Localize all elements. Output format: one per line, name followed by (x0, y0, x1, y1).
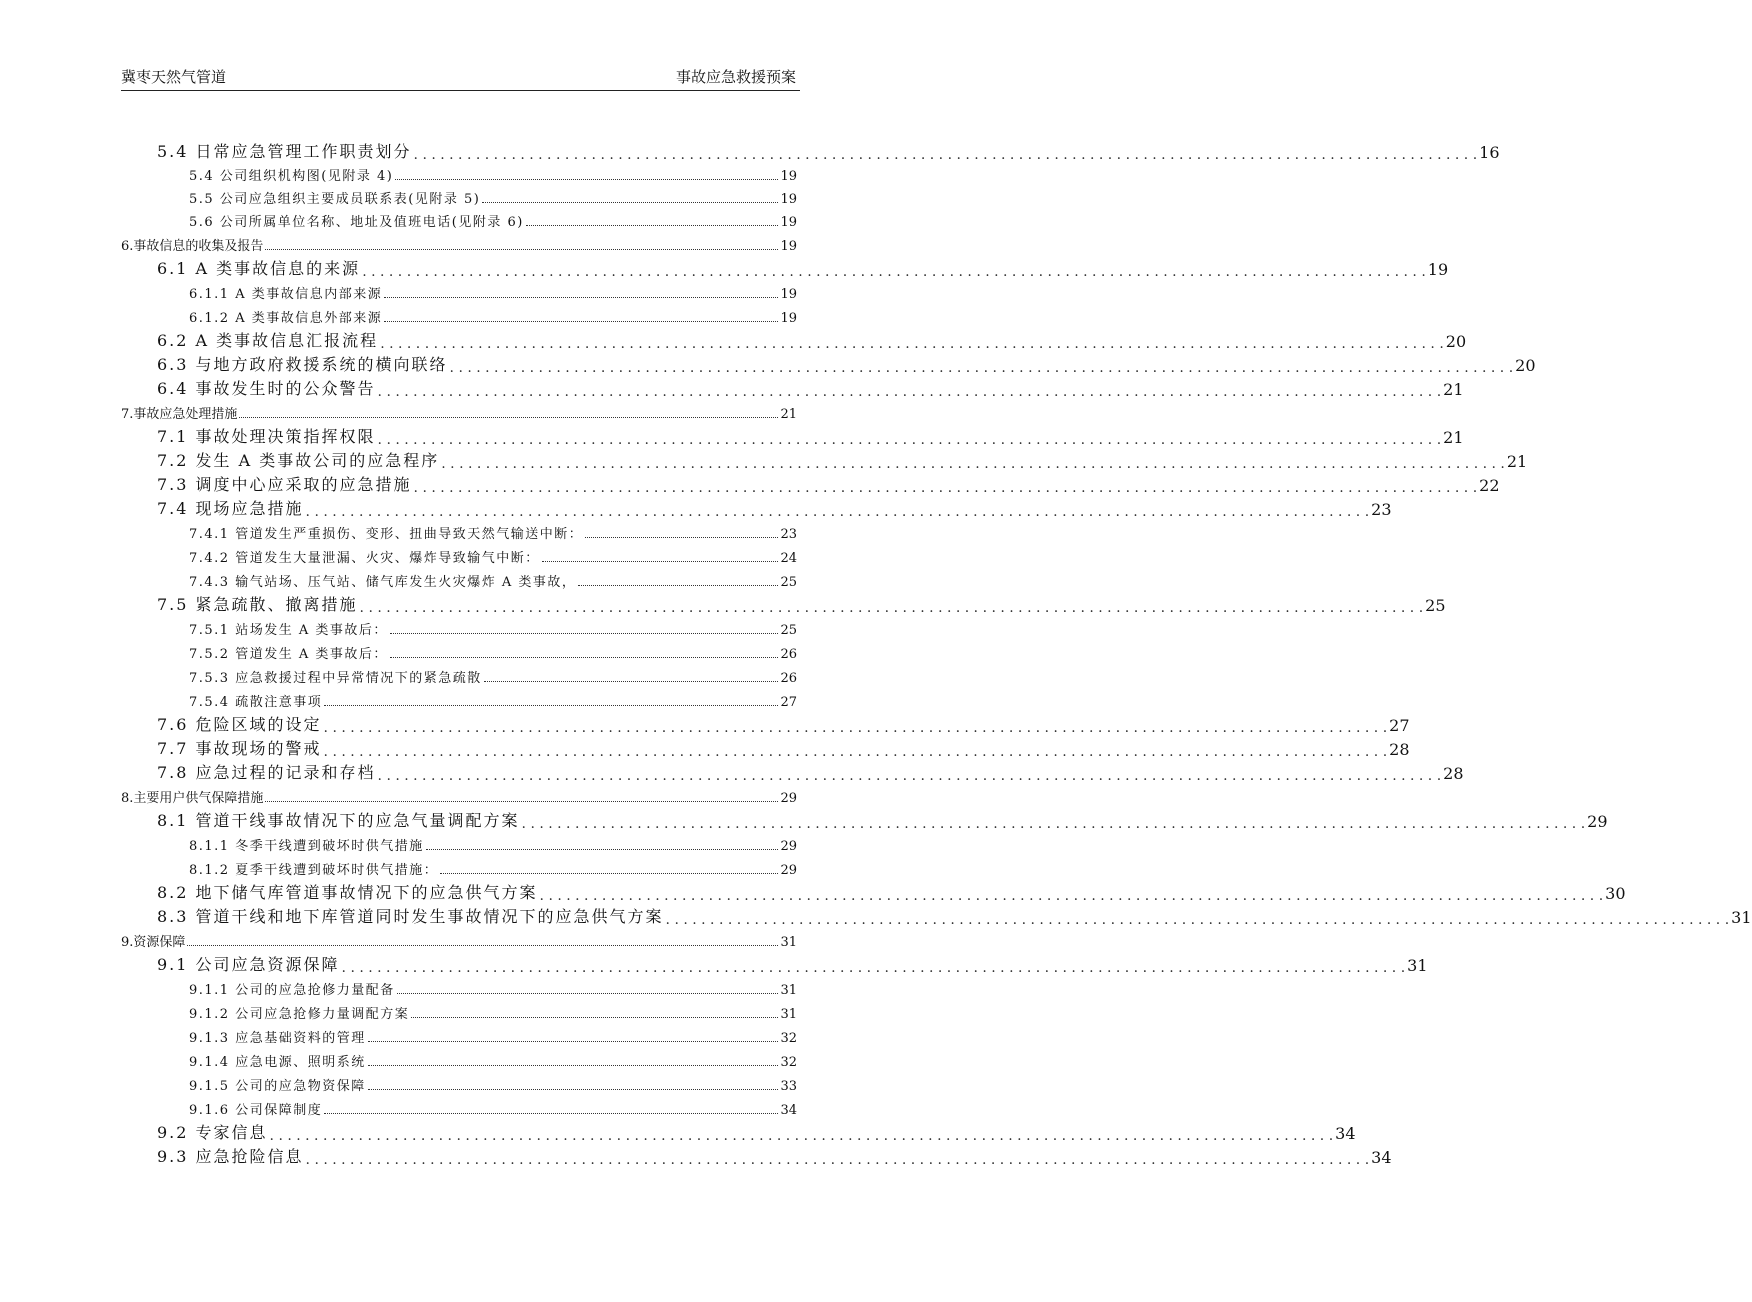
toc-entry-level-3[interactable] (189, 548, 797, 566)
toc-entry-level-2[interactable] (157, 1145, 1392, 1168)
toc-page-number: 31 (1731, 908, 1752, 927)
toc-entry-title: 8.1.2 夏季干线遭到破坏时供气措施： (189, 863, 439, 878)
toc-dot-leader (265, 800, 778, 802)
toc-entry-level-2[interactable] (157, 881, 1626, 904)
toc-entry-title: 5.6 公司所属单位名称、地址及值班电话(见附录 6) (189, 215, 524, 230)
toc-entry-title: 7.8 应急过程的记录和存档 (157, 763, 376, 782)
toc-page-number: 33 (780, 1079, 797, 1094)
toc-dot-leader: . . . . . . . . . . . . . . . . . . . . . . . . . . . . . . . . . . . . . . . . . . . . . . . . . . . . . . . . . . . . . . . . . . . . . . . . . . . . . . . . . . . . . . . . . . . . . . . . . . . . . . . . . . . . . . . . . . . . . . . . (377, 384, 1442, 400)
toc-entry-title: 8.主要用户供气保障措施 (121, 791, 264, 806)
toc-entry-level-2[interactable] (157, 140, 1500, 163)
toc-entry-title: 9.2 专家信息 (157, 1123, 268, 1142)
toc-entry-title: 7.4.2 管道发生大量泄漏、火灾、爆炸导致输气中断： (189, 551, 540, 566)
toc-page-number: 26 (780, 671, 797, 686)
toc-entry-title: 6.2 A 类事故信息汇报流程 (157, 331, 379, 350)
toc-page-number: 30 (1605, 884, 1626, 903)
toc-entry-title: 6.1.2 A 类事故信息外部来源 (189, 311, 383, 326)
toc-page-number: 21 (1506, 452, 1528, 471)
toc-page-number: 19 (780, 169, 797, 184)
toc-entry-title: 9.3 应急抢险信息 (157, 1147, 304, 1166)
toc-entry-title: 9.1.3 应急基础资料的管理 (189, 1031, 366, 1046)
toc-entry-level-3[interactable] (189, 1100, 797, 1118)
toc-dot-leader (426, 848, 779, 850)
toc-dot-leader (484, 680, 779, 682)
toc-entry-title: 7.6 危险区域的设定 (157, 715, 322, 734)
toc-dot-leader: . . . . . . . . . . . . . . . . . . . . . . . . . . . . . . . . . . . . . . . . . . . . . . . . . . . . . . . . . . . . . . . . . . . . . . . . . . . . . . . . . . . . . . . . . . . . . . . . . . . . . . . . . . . . . . . . . . . . . . . . (305, 1152, 1370, 1168)
toc-dot-leader (368, 1088, 779, 1090)
toc-dot-leader: . . . . . . . . . . . . . . . . . . . . . . . . . . . . . . . . . . . . . . . . . . . . . . . . . . . . . . . . . . . . . . . . . . . . . . . . . . . . . . . . . . . . . . . . . . . . . . . . . . . . . . . . . . . . . . . . . . . . . . . . (305, 504, 1370, 520)
header-document-title: 事故应急救援预案 (675, 68, 796, 86)
toc-entry-title: 7.5 紧急疏散、撤离措施 (157, 595, 358, 614)
toc-entry-level-1[interactable] (121, 236, 797, 254)
toc-dot-leader (440, 872, 778, 874)
toc-dot-leader: . . . . . . . . . . . . . . . . . . . . . . . . . . . . . . . . . . . . . . . . . . . . . . . . . . . . . . . . . . . . . . . . . . . . . . . . . . . . . . . . . . . . . . . . . . . . . . . . . . . . . . . . . . . . . . . . . . . . . . . . (341, 960, 1406, 976)
toc-page-number: 21 (780, 407, 797, 422)
toc-entry-level-2[interactable] (157, 377, 1464, 400)
toc-entry-level-3[interactable] (189, 572, 797, 590)
toc-entry-level-1[interactable] (121, 932, 797, 950)
toc-page-number: 21 (1443, 380, 1464, 399)
toc-entry-level-3[interactable] (189, 1076, 797, 1094)
toc-entry-level-3[interactable] (189, 524, 797, 542)
toc-page-number: 20 (1515, 356, 1536, 375)
toc-entry-title: 7.7 事故现场的警戒 (157, 739, 322, 758)
toc-page-number: 25 (780, 623, 797, 638)
toc-entry-title: 6.事故信息的收集及报告 (121, 239, 264, 254)
toc-page-number: 28 (1443, 764, 1464, 783)
toc-entry-level-3[interactable] (189, 1028, 797, 1046)
toc-entry-level-2[interactable] (157, 953, 1428, 976)
toc-entry-title: 9.资源保障 (121, 935, 186, 950)
toc-entry-title: 7.2 发生 A 类事故公司的应急程序 (157, 451, 440, 470)
toc-dot-leader (368, 1040, 779, 1042)
toc-entry-title: 9.1.1 公司的应急抢修力量配备 (189, 983, 395, 998)
toc-page-number: 29 (780, 863, 797, 878)
toc-dot-leader: . . . . . . . . . . . . . . . . . . . . . . . . . . . . . . . . . . . . . . . . . . . . . . . . . . . . . . . . . . . . . . . . . . . . . . . . . . . . . . . . . . . . . . . . . . . . . . . . . . . . . . . . . . . . . . . . . . . . . . . . (665, 912, 1730, 928)
toc-dot-leader (368, 1064, 779, 1066)
toc-entry-title: 5.4 日常应急管理工作职责划分 (157, 142, 412, 161)
toc-dot-leader (585, 536, 778, 538)
toc-page-number: 16 (1479, 143, 1500, 162)
toc-dot-leader (384, 296, 778, 298)
toc-entry-title: 5.5 公司应急组织主要成员联系表(见附录 5) (189, 192, 481, 207)
toc-page-number: 23 (780, 527, 797, 542)
toc-page-number: 26 (780, 647, 797, 662)
toc-page-number: 29 (1587, 812, 1608, 831)
toc-entry-level-2[interactable] (157, 473, 1500, 496)
toc-entry-title: 7.4 现场应急措施 (157, 499, 304, 518)
toc-dot-leader: . . . . . . . . . . . . . . . . . . . . . . . . . . . . . . . . . . . . . . . . . . . . . . . . . . . . . . . . . . . . . . . . . . . . . . . . . . . . . . . . . . . . . . . . . . . . . . . . . . . . . . . . . . . . . . . . . . . . . . . . (449, 360, 1514, 376)
toc-dot-leader (482, 201, 778, 203)
toc-page-number: 32 (780, 1031, 797, 1046)
toc-entry-title: 7.4.3 输气站场、压气站、储气库发生火灾爆炸 A 类事故， (189, 575, 577, 590)
toc-page-number: 34 (1371, 1148, 1392, 1167)
toc-page-number: 27 (780, 695, 797, 710)
toc-entry-title: 9.1.2 公司应急抢修力量调配方案 (189, 1007, 410, 1022)
toc-entry-title: 8.1.1 冬季干线遭到破坏时供气措施 (189, 839, 424, 854)
toc-page-number: 23 (1371, 500, 1392, 519)
toc-entry-level-3[interactable] (189, 166, 797, 184)
toc-entry-level-2[interactable] (157, 353, 1536, 376)
toc-entry-title: 6.4 事故发生时的公众警告 (157, 379, 376, 398)
toc-entry-level-1[interactable] (121, 404, 797, 422)
toc-dot-leader: . . . . . . . . . . . . . . . . . . . . . . . . . . . . . . . . . . . . . . . . . . . . . . . . . . . . . . . . . . . . . . . . . . . . . . . . . . . . . . . . . . . . . . . . . . . . . . . . . . . . . . . . . . . . . . . . . . . . . . . . (413, 147, 1478, 163)
toc-page-number: 31 (780, 1007, 797, 1022)
toc-page-number: 22 (1479, 476, 1500, 495)
toc-entry-level-3[interactable] (189, 284, 797, 302)
toc-dot-leader (542, 560, 779, 562)
toc-entry-title: 7.5.3 应急救援过程中异常情况下的紧急疏散 (189, 671, 482, 686)
toc-entry-title: 8.1 管道干线事故情况下的应急气量调配方案 (157, 811, 520, 830)
toc-page-number: 19 (780, 287, 797, 302)
toc-dot-leader: . . . . . . . . . . . . . . . . . . . . . . . . . . . . . . . . . . . . . . . . . . . . . . . . . . . . . . . . . . . . . . . . . . . . . . . . . . . . . . . . . . . . . . . . . . . . . . . . . . . . . . . . . . . . . . . . . . . . . . . . (359, 600, 1424, 616)
toc-entry-level-2[interactable] (157, 329, 1467, 352)
toc-entry-level-2[interactable] (157, 497, 1392, 520)
toc-dot-leader (187, 944, 778, 946)
toc-entry-title: 7.5.4 疏散注意事项 (189, 695, 323, 710)
toc-page-number: 34 (1335, 1124, 1356, 1143)
toc-page-number: 19 (780, 215, 797, 230)
toc-entry-level-2[interactable] (157, 737, 1410, 760)
toc-dot-leader: . . . . . . . . . . . . . . . . . . . . . . . . . . . . . . . . . . . . . . . . . . . . . . . . . . . . . . . . . . . . . . . . . . . . . . . . . . . . . . . . . . . . . . . . . . . . . . . . . . . . . . . . . . . . . . . . . . . . . . . . (377, 768, 1442, 784)
toc-page-number: 29 (780, 791, 797, 806)
toc-entry-level-3[interactable] (189, 860, 797, 878)
toc-dot-leader (526, 224, 779, 226)
toc-entry-title: 6.1 A 类事故信息的来源 (157, 259, 361, 278)
toc-dot-leader: . . . . . . . . . . . . . . . . . . . . . . . . . . . . . . . . . . . . . . . . . . . . . . . . . . . . . . . . . . . . . . . . . . . . . . . . . . . . . . . . . . . . . . . . . . . . . . . . . . . . . . . . . . . . . . . . . . . . . . . . (377, 432, 1442, 448)
toc-entry-title: 7.4.1 管道发生严重损伤、变形、扭曲导致天然气输送中断： (189, 527, 584, 542)
toc-dot-leader (324, 704, 778, 706)
toc-entry-title: 7.3 调度中心应采取的应急措施 (157, 475, 412, 494)
toc-dot-leader: . . . . . . . . . . . . . . . . . . . . . . . . . . . . . . . . . . . . . . . . . . . . . . . . . . . . . . . . . . . . . . . . . . . . . . . . . . . . . . . . . . . . . . . . . . . . . . . . . . . . . . . . . . . . . . . . . . . . . . . . (441, 456, 1505, 472)
toc-page-number: 32 (780, 1055, 797, 1070)
toc-entry-level-3[interactable] (189, 644, 797, 662)
toc-entry-level-2[interactable] (157, 809, 1608, 832)
toc-entry-title: 8.3 管道干线和地下库管道同时发生事故情况下的应急供气方案 (157, 907, 664, 926)
toc-entry-level-3[interactable] (189, 1052, 797, 1070)
toc-entry-level-3[interactable] (189, 692, 797, 710)
toc-entry-level-3[interactable] (189, 1004, 797, 1022)
toc-dot-leader (395, 178, 778, 180)
toc-entry-level-2[interactable] (157, 761, 1464, 784)
toc-dot-leader: . . . . . . . . . . . . . . . . . . . . . . . . . . . . . . . . . . . . . . . . . . . . . . . . . . . . . . . . . . . . . . . . . . . . . . . . . . . . . . . . . . . . . . . . . . . . . . . . . . . . . . . . . . . . . . . . . . . . . . . . (323, 720, 1388, 736)
header-document-name: 冀枣天然气管道 (121, 68, 227, 86)
toc-entry-title: 6.3 与地方政府救援系统的横向联络 (157, 355, 448, 374)
toc-entry-title: 6.1.1 A 类事故信息内部来源 (189, 287, 383, 302)
toc-entry-level-3[interactable] (189, 189, 797, 207)
toc-page-number: 27 (1389, 716, 1410, 735)
toc-entry-level-2[interactable] (157, 713, 1410, 736)
toc-entry-title: 9.1.4 应急电源、照明系统 (189, 1055, 366, 1070)
toc-page-number: 31 (780, 983, 797, 998)
toc-entry-title: 5.4 公司组织机构图(见附录 4) (189, 169, 394, 184)
toc-page-number: 34 (780, 1103, 797, 1118)
toc-entry-level-3[interactable] (189, 212, 797, 230)
toc-entry-title: 9.1 公司应急资源保障 (157, 955, 340, 974)
toc-page-number: 19 (780, 311, 797, 326)
toc-dot-leader (324, 1112, 778, 1114)
toc-page-number: 19 (780, 239, 797, 254)
toc-dot-leader: . . . . . . . . . . . . . . . . . . . . . . . . . . . . . . . . . . . . . . . . . . . . . . . . . . . . . . . . . . . . . . . . . . . . . . . . . . . . . . . . . . . . . . . . . . . . . . . . . . . . . . . . . . . . . . . . . . . . . . . . (413, 480, 1478, 496)
toc-dot-leader: . . . . . . . . . . . . . . . . . . . . . . . . . . . . . . . . . . . . . . . . . . . . . . . . . . . . . . . . . . . . . . . . . . . . . . . . . . . . . . . . . . . . . . . . . . . . . . . . . . . . . . . . . . . . . . . . . . . . . . . . (521, 816, 1586, 832)
toc-dot-leader: . . . . . . . . . . . . . . . . . . . . . . . . . . . . . . . . . . . . . . . . . . . . . . . . . . . . . . . . . . . . . . . . . . . . . . . . . . . . . . . . . . . . . . . . . . . . . . . . . . . . . . . . . . . . . . . . . . . . . . . . (362, 264, 1426, 280)
toc-entry-level-3[interactable] (189, 620, 797, 638)
toc-page-number: 19 (1427, 260, 1449, 279)
toc-dot-leader (397, 992, 779, 994)
toc-page-number: 20 (1445, 332, 1467, 351)
toc-entry-level-2[interactable] (157, 905, 1752, 928)
toc-entry-level-3[interactable] (189, 668, 797, 686)
toc-dot-leader (384, 320, 778, 322)
toc-dot-leader (578, 584, 778, 586)
toc-dot-leader (265, 248, 778, 250)
toc-page-number: 25 (780, 575, 797, 590)
toc-entry-level-3[interactable] (189, 836, 797, 854)
page-header (121, 64, 800, 91)
toc-entry-level-2[interactable] (157, 449, 1528, 472)
toc-entry-title: 7.1 事故处理决策指挥权限 (157, 427, 376, 446)
toc-page-number: 29 (780, 839, 797, 854)
toc-entry-title: 8.2 地下储气库管道事故情况下的应急供气方案 (157, 883, 538, 902)
toc-dot-leader: . . . . . . . . . . . . . . . . . . . . . . . . . . . . . . . . . . . . . . . . . . . . . . . . . . . . . . . . . . . . . . . . . . . . . . . . . . . . . . . . . . . . . . . . . . . . . . . . . . . . . . . . . . . . . . . . . . . . . . . . (269, 1128, 1334, 1144)
toc-dot-leader: . . . . . . . . . . . . . . . . . . . . . . . . . . . . . . . . . . . . . . . . . . . . . . . . . . . . . . . . . . . . . . . . . . . . . . . . . . . . . . . . . . . . . . . . . . . . . . . . . . . . . . . . . . . . . . . . . . . . . . . . (539, 888, 1604, 904)
toc-entry-title: 7.5.1 站场发生 A 类事故后： (189, 623, 388, 638)
toc-entry-title: 9.1.5 公司的应急物资保障 (189, 1079, 366, 1094)
toc-page-number: 21 (1443, 428, 1464, 447)
toc-page-number: 19 (780, 192, 797, 207)
toc-entry-level-2[interactable] (157, 1121, 1356, 1144)
toc-dot-leader (390, 632, 779, 634)
toc-entry-level-3[interactable] (189, 980, 797, 998)
toc-entry-level-2[interactable] (157, 593, 1446, 616)
toc-page-number: 28 (1389, 740, 1410, 759)
toc-entry-title: 7.事故应急处理措施 (121, 407, 238, 422)
toc-page-number: 31 (1407, 956, 1428, 975)
toc-dot-leader (390, 656, 779, 658)
toc-page-number: 24 (780, 551, 797, 566)
toc-page-number: 25 (1425, 596, 1446, 615)
toc-dot-leader: . . . . . . . . . . . . . . . . . . . . . . . . . . . . . . . . . . . . . . . . . . . . . . . . . . . . . . . . . . . . . . . . . . . . . . . . . . . . . . . . . . . . . . . . . . . . . . . . . . . . . . . . . . . . . . . . . . . . . . . . (380, 336, 1444, 352)
toc-dot-leader (239, 416, 778, 418)
toc-entry-level-3[interactable] (189, 308, 797, 326)
toc-entry-level-1[interactable] (121, 788, 797, 806)
toc-entry-title: 7.5.2 管道发生 A 类事故后： (189, 647, 388, 662)
toc-dot-leader (411, 1016, 778, 1018)
toc-page-number: 31 (780, 935, 797, 950)
toc-dot-leader: . . . . . . . . . . . . . . . . . . . . . . . . . . . . . . . . . . . . . . . . . . . . . . . . . . . . . . . . . . . . . . . . . . . . . . . . . . . . . . . . . . . . . . . . . . . . . . . . . . . . . . . . . . . . . . . . . . . . . . . . (323, 744, 1388, 760)
toc-entry-title: 9.1.6 公司保障制度 (189, 1103, 323, 1118)
toc-entry-level-2[interactable] (157, 257, 1449, 280)
toc-entry-level-2[interactable] (157, 425, 1464, 448)
